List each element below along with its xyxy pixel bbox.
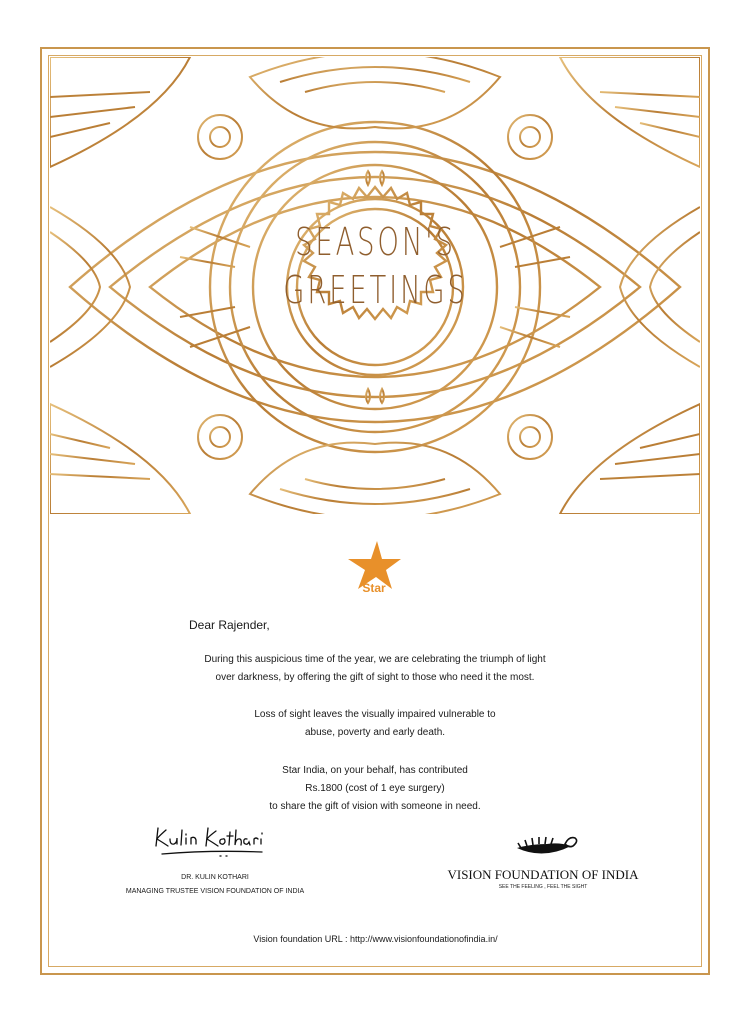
signatory-block <box>100 871 330 899</box>
greeting-line-2: GREETINGS <box>283 268 468 312</box>
paragraph-3-line-1: Star India, on your behalf, has contributed <box>282 765 468 776</box>
star-brand-name: Star <box>362 581 386 595</box>
paragraph-3 <box>150 762 600 816</box>
paragraph-1-line-2: over darkness, by offering the gift of sight to those who need it the most. <box>215 672 535 683</box>
paragraph-1-line-1: During this auspicious time of the year, we are celebrating the triumph of light <box>204 654 546 665</box>
greeting-line-1: SEASON'S <box>295 220 456 264</box>
paragraph-3-line-2: Rs.1800 (cost of 1 eye surgery) <box>305 783 445 794</box>
foundation-url-text: Vision foundation URL : http://www.visionfoundationofindia.in/ <box>253 934 498 944</box>
signatory-title: MANAGING TRUSTEE VISION FOUNDATION OF INDIA <box>125 888 305 895</box>
org-name: VISION FOUNDATION OF INDIA <box>447 867 639 882</box>
signature-image <box>150 822 270 862</box>
salutation: Dear Rajender, <box>189 618 270 632</box>
org-tagline: SEE THE FEELING , FEEL THE SIGHT <box>498 884 588 890</box>
paragraph-2-line-2: abuse, poverty and early death. <box>304 727 446 738</box>
paragraph-1 <box>150 651 600 687</box>
signatory-name: DR. KULIN KOTHARI <box>181 874 249 881</box>
eye-icon <box>513 834 579 862</box>
paragraph-2 <box>150 706 600 742</box>
paragraph-3-line-3: to share the gift of vision with someone in need. <box>269 801 481 812</box>
paragraph-2-line-1: Loss of sight leaves the visually impaired vulnerable to <box>254 709 496 720</box>
seasons-greetings-title <box>0 218 751 314</box>
